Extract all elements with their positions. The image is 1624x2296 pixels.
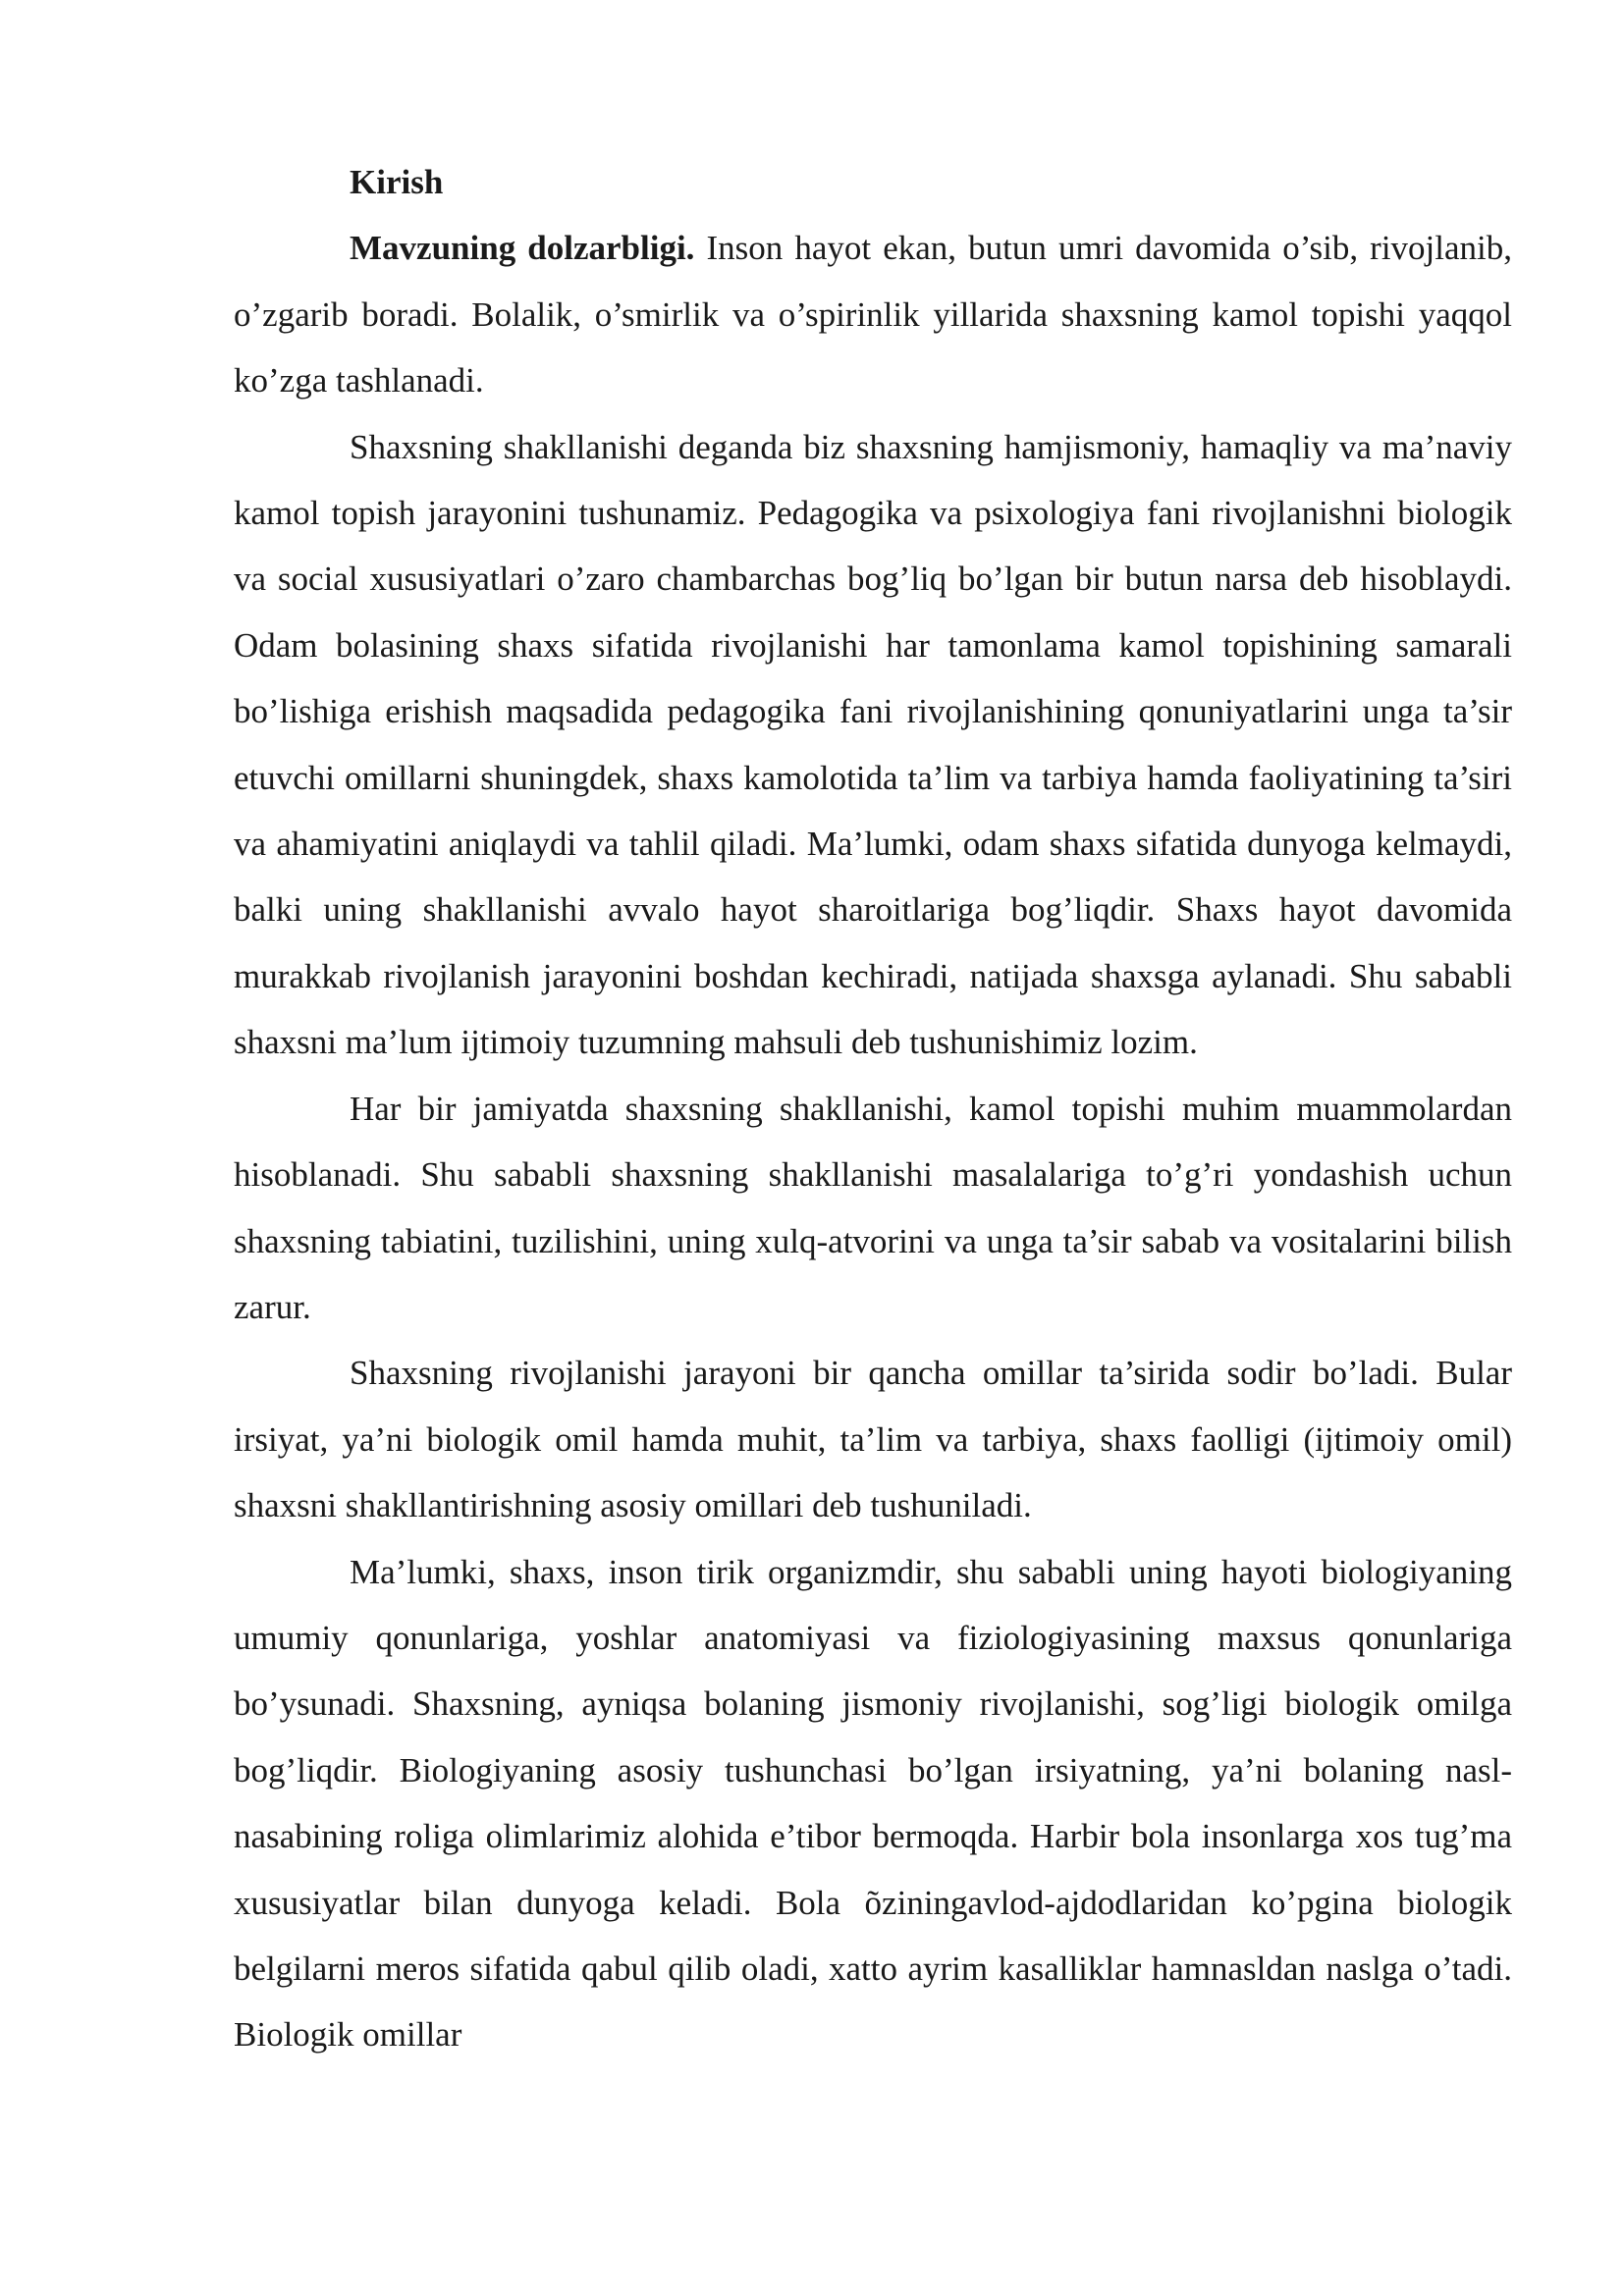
intro-text: Inson hayot ekan, butun umri davomida o’sib, rivojlanib, o’zgarib boradi. Bolalik, o’smirlik va o’spirinlik yillarida shaxsning kamol topishi yaqqol ko’zga tashlanadi. xyxy=(234,229,1513,400)
intro-lead: Mavzuning dolzarbligi. xyxy=(350,229,695,268)
paragraph-1: Shaxsning shakllanishi deganda biz shaxsning hamjismoniy, hamaqliy va ma’naviy kamol topish jarayonini tushunamiz. Pedagogika va psixologiya fani rivojlanishni biologik va social xususiyatlari o’zaro chambarchas bog’liq bo’lgan bir butun narsa deb hisoblaydi. Odam bolasining shaxs sifatida rivojlanishi har tamonlama kamol topishining samarali bo’lishiga erishish maqsadida pedagogika fani rivojlanishining qonuniyatlarini unga ta’sir etuvchi omillarni shuningdek, shaxs kamolotida ta’lim va tarbiya hamda faoliyatining ta’siri va ahamiyatini aniqlaydi va tahlil qiladi. Ma’lumki, odam shaxs sifatida dunyoga kelmaydi, balki uning shakllanishi avvalo hayot sharoitlariga bog’liqdir. Shaxs hayot davomida murakkab rivojlanish jarayonini boshdan kechiradi, natijada shaxsga aylanadi. Shu sababli shaxsni ma’lum ijtimoiy tuzumning mahsuli deb tushunishimiz lozim. xyxy=(234,427,1512,1062)
document-body xyxy=(234,149,1512,2068)
intro-paragraph xyxy=(234,215,1512,413)
section-heading: Kirish xyxy=(350,163,444,201)
paragraph-3: Shaxsning rivojlanishi jarayoni bir qancha omillar ta’sirida sodir bo’ladi. Bular irsiyat, ya’ni biologik omil hamda muhit, ta’lim va tarbiya, shaxs faolligi (ijtimoiy omil) shaxsni shakllantirishning asosiy omillari deb tushuniladi. xyxy=(234,1354,1512,1525)
paragraph-4: Ma’lumki, shaxs, inson tirik organizmdir, shu sababli uning hayoti biologiyaning umumiy qonunlariga, yoshlar anatomiyasi va fiziologiyasining maxsus qonunlariga bo’ysunadi. Shaxsning, ayniqsa bolaning jismoniy rivojlanishi, sog’ligi biologik omilga bog’liqdir. Biologiyaning asosiy tushunchasi bo’lgan irsiyatning, ya’ni bolaning nasl-nasabining roliga olimlarimiz alohida e’tibor bermoqda. Harbir bola insonlarga xos tug’ma xususiyatlar bilan dunyoga keladi. Bola õziningavlod-ajdodlaridan ko’pgina biologik belgilarni meros sifatida qabul qilib oladi, xatto ayrim kasalliklar hamnasldan naslga o’tadi. Biologik omillar xyxy=(234,1552,1512,2055)
paragraph-2: Har bir jamiyatda shaxsning shakllanishi, kamol topishi muhim muammolardan hisoblanadi. Shu sababli shaxsning shakllanishi masalalariga to’g’ri yondashish uchun shaxsning tabiatini, tuzilishini, uning xulq-atvorini va unga ta’sir sabab va vositalarini bilish zarur. xyxy=(234,1089,1512,1326)
